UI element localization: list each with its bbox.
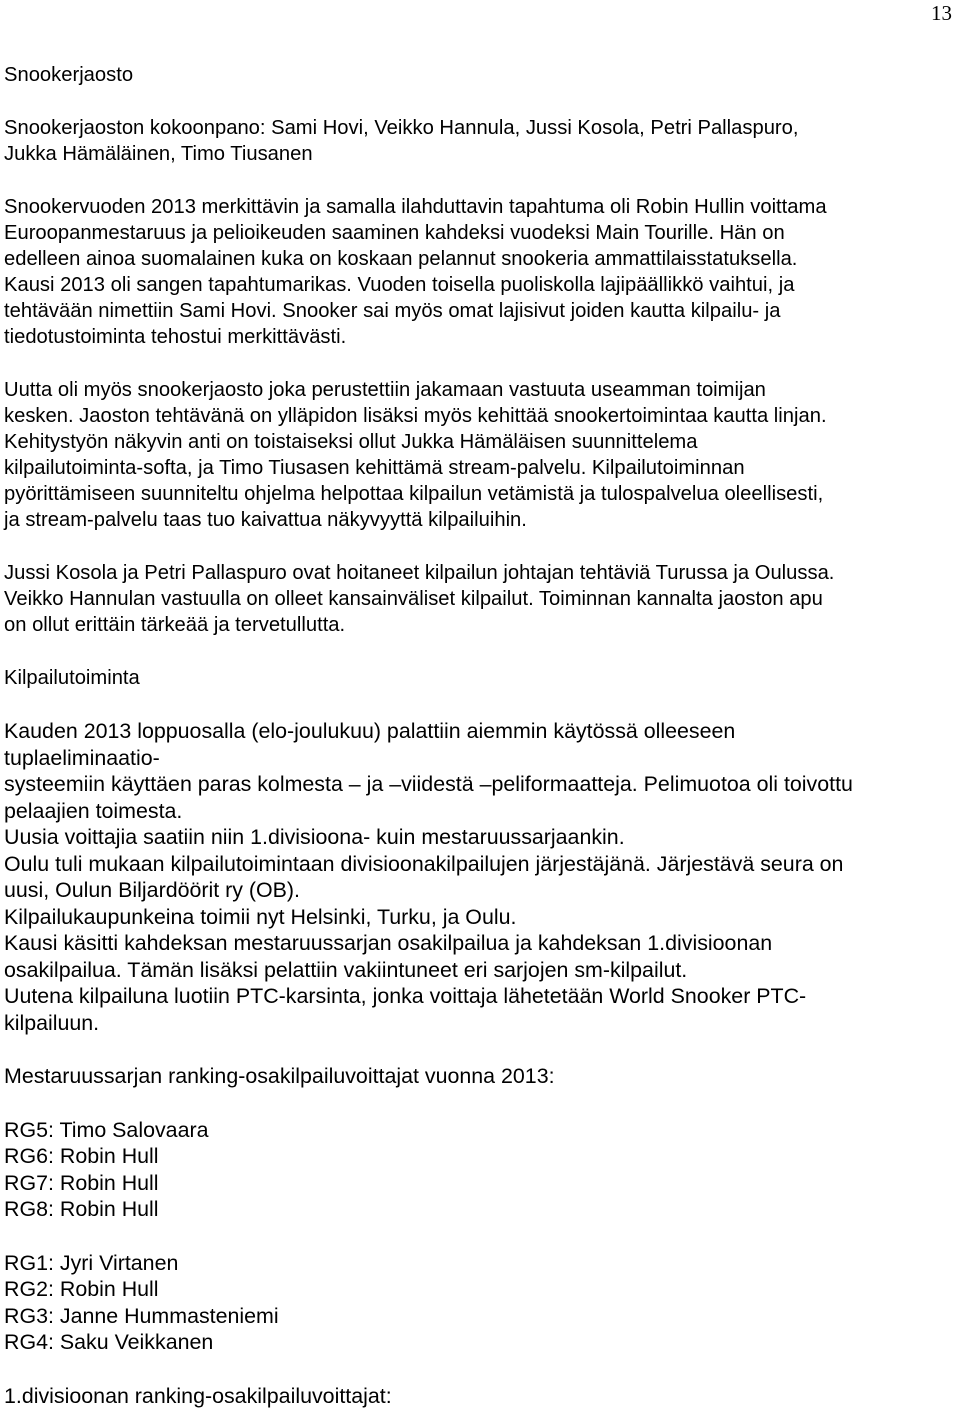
text-line: 1.divisioonan ranking-osakilpailuvoittajat: xyxy=(4,1383,392,1408)
paragraph-gap xyxy=(4,88,954,115)
paragraph-gap xyxy=(4,638,954,665)
text-line: RG7: Robin Hull xyxy=(4,1170,159,1195)
paragraph xyxy=(4,1117,954,1223)
text-line: edelleen ainoa suomalainen kuka on koskaan pelannut snookeria ammattilaisstatuksella. xyxy=(4,248,798,270)
text-line: tuplaeliminaatio- xyxy=(4,745,160,770)
text-line: Jukka Hämäläinen, Timo Tiusanen xyxy=(4,143,313,165)
paragraph xyxy=(4,1383,954,1410)
text-line: osakilpailua. Tämän lisäksi pelattiin vakiintuneet eri sarjojen sm-kilpailut. xyxy=(4,957,688,982)
paragraph-gap xyxy=(4,533,954,560)
text-line: Jussi Kosola ja Petri Pallaspuro ovat hoitaneet kilpailun johtajan tehtäviä Turussa ja Oulussa. xyxy=(4,562,835,584)
text-line: tehtävään nimettiin Sami Hovi. Snooker sai myös omat lajisivut joiden kautta kilpailu- ja xyxy=(4,300,781,322)
paragraph xyxy=(4,115,954,167)
paragraph xyxy=(4,194,954,350)
text-line: RG2: Robin Hull xyxy=(4,1277,159,1301)
text-line: RG1: Jyri Virtanen xyxy=(4,1250,179,1275)
text-line: Uutta oli myös snookerjaosto joka perustettiin jakamaan vastuuta useamman toimijan xyxy=(4,379,766,401)
paragraph xyxy=(4,560,954,638)
text-line: RG5: Timo Salovaara xyxy=(4,1117,209,1142)
text-line: Kilpailukaupunkeina toimii nyt Helsinki, Turku, ja Oulu. xyxy=(4,904,517,929)
paragraph xyxy=(4,1250,954,1356)
text-line: Kehitystyön näkyvin anti on toistaiseksi ollut Jukka Hämäläisen suunnittelema xyxy=(4,431,698,453)
text-line: uusi, Oulun Biljardöörit ry (OB). xyxy=(4,878,301,902)
text-line: pyörittämiseen suunniteltu ohjelma helpottaa kilpailun vetämistä ja tulospalvelua oleellisesti, xyxy=(4,483,824,505)
paragraph-gap xyxy=(4,1223,954,1250)
text-line: Uusia voittajia saatiin niin 1.divisioona- kuin mestaruussarjaankin. xyxy=(4,825,625,849)
text-line: RG3: Janne Hummasteniemi xyxy=(4,1303,279,1328)
text-line: systeemiin käyttäen paras kolmesta – ja –viidestä –peliformaatteja. Pelimuotoa oli toivottu xyxy=(4,772,853,796)
text-line: Kilpailutoiminta xyxy=(4,667,140,689)
paragraph-gap xyxy=(4,350,954,377)
text-line: on ollut erittäin tärkeää ja tervetullutta. xyxy=(4,614,346,636)
text-line: Snookervuoden 2013 merkittävin ja samalla ilahduttavin tapahtuma oli Robin Hullin voittama xyxy=(4,196,827,218)
text-line: ja stream-palvelu taas tuo kaivattua näkyvyyttä kilpailuihin. xyxy=(4,509,527,531)
text-line: RG8: Robin Hull xyxy=(4,1197,159,1221)
text-line: Snookerjaoston kokoonpano: Sami Hovi, Veikko Hannula, Jussi Kosola, Petri Pallaspuro, xyxy=(4,117,799,139)
text-line: Mestaruussarjan ranking-osakilpailuvoittajat vuonna 2013: xyxy=(4,1064,555,1088)
text-line: Uutena kilpailuna luotiin PTC-karsinta, jonka voittaja lähetetään World Snooker PTC- xyxy=(4,984,807,1008)
text-line: RG4: Saku Veikkanen xyxy=(4,1330,214,1354)
text-line: kilpailutoiminta-softa, ja Timo Tiusasen kehittämä stream-palvelu. Kilpailutoiminnan xyxy=(4,457,745,479)
text-line: Euroopanmestaruus ja pelioikeuden saaminen kahdeksi vuodeksi Main Tourille. Hän on xyxy=(4,222,785,244)
paragraph-gap xyxy=(4,167,954,194)
text-line: kilpailuun. xyxy=(4,1010,100,1035)
text-line: Kausi käsitti kahdeksan mestaruussarjan osakilpailua ja kahdeksan 1.divisioonan xyxy=(4,931,773,955)
page-number: 13 xyxy=(931,1,952,25)
paragraph xyxy=(4,377,954,533)
text-line: Oulu tuli mukaan kilpailutoimintaan divisioonakilpailujen järjestäjänä. Järjestävä seura on xyxy=(4,851,844,876)
section-heading xyxy=(4,62,954,88)
paragraph xyxy=(4,718,954,1036)
text-line: RG6: Robin Hull xyxy=(4,1144,159,1168)
paragraph-gap xyxy=(4,1356,954,1383)
text-line: Veikko Hannulan vastuulla on olleet kansainväliset kilpailut. Toiminnan kannalta jaoston apu xyxy=(4,588,823,610)
section-heading xyxy=(4,665,954,691)
text-line: Kauden 2013 loppuosalla (elo-joulukuu) palattiin aiemmin käytössä olleeseen xyxy=(4,719,736,743)
text-line: pelaajien toimesta. xyxy=(4,798,183,823)
text-line: Kausi 2013 oli sangen tapahtumarikas. Vuoden toisella puoliskolla lajipäällikkö vaihtui, ja xyxy=(4,274,795,296)
paragraph-gap xyxy=(4,1036,954,1063)
text-line: tiedotustoiminta tehostui merkittävästi. xyxy=(4,326,347,348)
text-line: kesken. Jaoston tehtävänä on ylläpidon lisäksi myös kehittää snookertoimintaa kautta linjan. xyxy=(4,405,827,427)
paragraph-gap xyxy=(4,691,954,718)
document-body xyxy=(4,62,954,1409)
text-line: Snookerjaosto xyxy=(4,64,134,86)
paragraph-gap xyxy=(4,1090,954,1117)
paragraph xyxy=(4,1063,954,1090)
